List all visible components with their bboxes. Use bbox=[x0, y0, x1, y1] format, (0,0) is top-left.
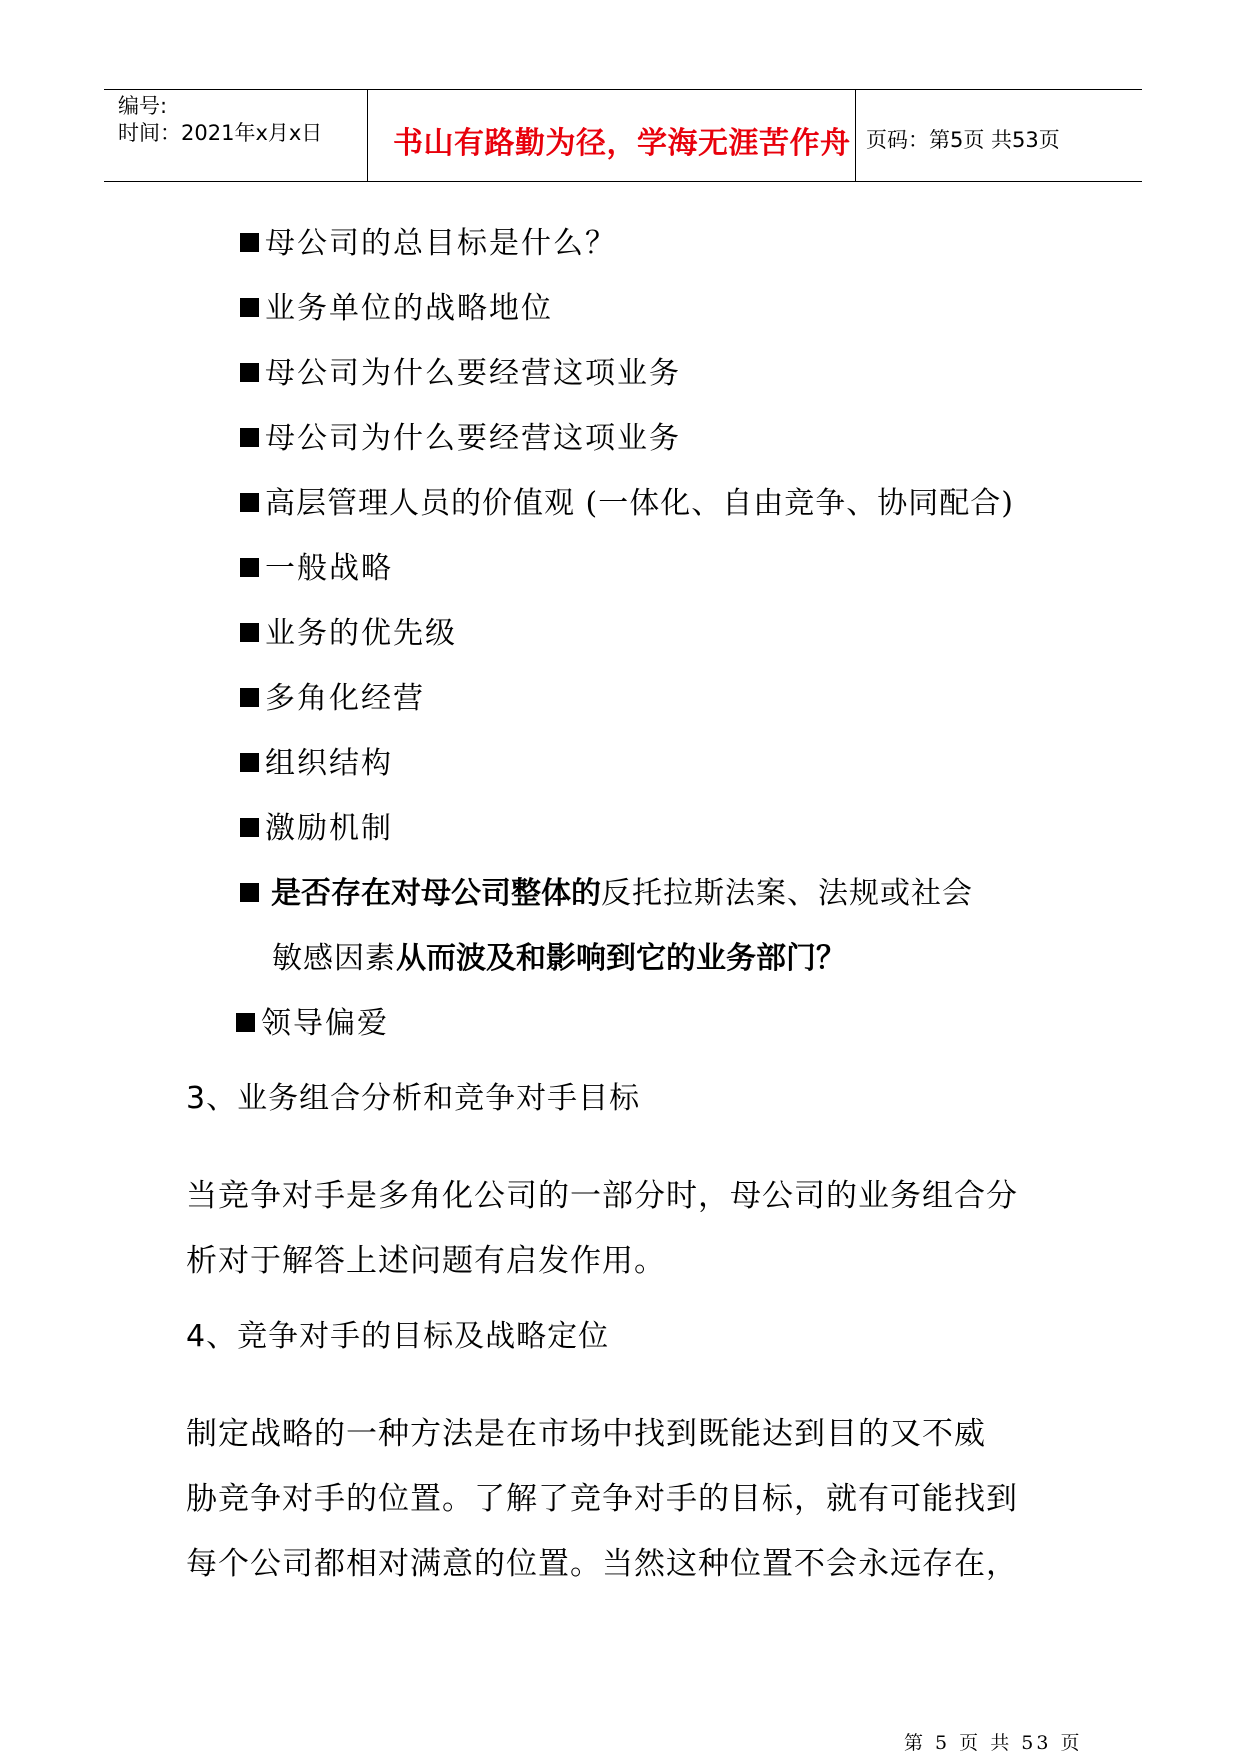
list-item: 业务的优先级 bbox=[240, 614, 457, 654]
square-bullet-icon bbox=[240, 298, 259, 317]
section-3-line: 当竞争对手是多角化公司的一部分时，母公司的业务组合分 bbox=[186, 1178, 1018, 1214]
page-footer: 第 5 页 共 53 页 bbox=[904, 1732, 1083, 1754]
square-bullet-icon bbox=[240, 233, 259, 252]
square-bullet-icon bbox=[240, 818, 259, 837]
list-item: 母公司为什么要经营这项业务 bbox=[240, 354, 681, 394]
list-item: 领导偏爱 bbox=[236, 1004, 389, 1044]
square-bullet-icon bbox=[240, 493, 259, 512]
header-divider-right bbox=[855, 89, 856, 181]
header-motto: 书山有路勤为径，学海无涯苦作舟 bbox=[393, 126, 851, 161]
square-bullet-icon bbox=[236, 1013, 255, 1032]
list-item: 母公司为什么要经营这项业务 bbox=[240, 419, 681, 459]
list-item: 业务单位的战略地位 bbox=[240, 289, 553, 329]
list-item: 高层管理人员的价值观 (一体化、自由竞争、协同配合) bbox=[240, 484, 1014, 524]
header-code-label: 编号: bbox=[118, 94, 168, 118]
list-item: 组织结构 bbox=[240, 744, 393, 784]
header-page-info: 页码：第5页 共53页 bbox=[866, 128, 1060, 152]
section-heading-3: 3、业务组合分析和竞争对手目标 bbox=[186, 1081, 641, 1116]
square-bullet-icon bbox=[240, 688, 259, 707]
list-item: 母公司的总目标是什么？ bbox=[240, 224, 617, 264]
list-item: 多角化经营 bbox=[240, 679, 425, 719]
square-bullet-icon bbox=[240, 558, 259, 577]
list-item-antitrust-continued: 敏感因素从而波及和影响到它的业务部门？ bbox=[272, 941, 846, 976]
section-4-line: 每个公司都相对满意的位置。当然这种位置不会永远存在， bbox=[186, 1546, 1018, 1582]
list-item: 一般战略 bbox=[240, 549, 393, 589]
square-bullet-icon bbox=[240, 428, 259, 447]
header-divider-left bbox=[367, 89, 368, 181]
section-4-line: 胁竞争对手的位置。了解了竞争对手的目标，就有可能找到 bbox=[186, 1481, 1018, 1517]
section-heading-4: 4、竞争对手的目标及战略定位 bbox=[186, 1319, 610, 1354]
list-item: 激励机制 bbox=[240, 809, 393, 849]
section-4-line: 制定战略的一种方法是在市场中找到既能达到目的又不威 bbox=[186, 1416, 986, 1452]
header-top-rule bbox=[104, 89, 1142, 90]
square-bullet-icon bbox=[240, 363, 259, 382]
square-bullet-icon bbox=[240, 883, 259, 902]
section-3-line: 析对于解答上述问题有启发作用。 bbox=[186, 1243, 666, 1279]
header-time-label: 时间：2021年x月x日 bbox=[118, 121, 323, 145]
square-bullet-icon bbox=[240, 753, 259, 772]
square-bullet-icon bbox=[240, 623, 259, 642]
header-bottom-rule bbox=[104, 181, 1142, 182]
list-item-antitrust: 是否存在对母公司整体的反托拉斯法案、法规或社会 bbox=[240, 874, 973, 914]
